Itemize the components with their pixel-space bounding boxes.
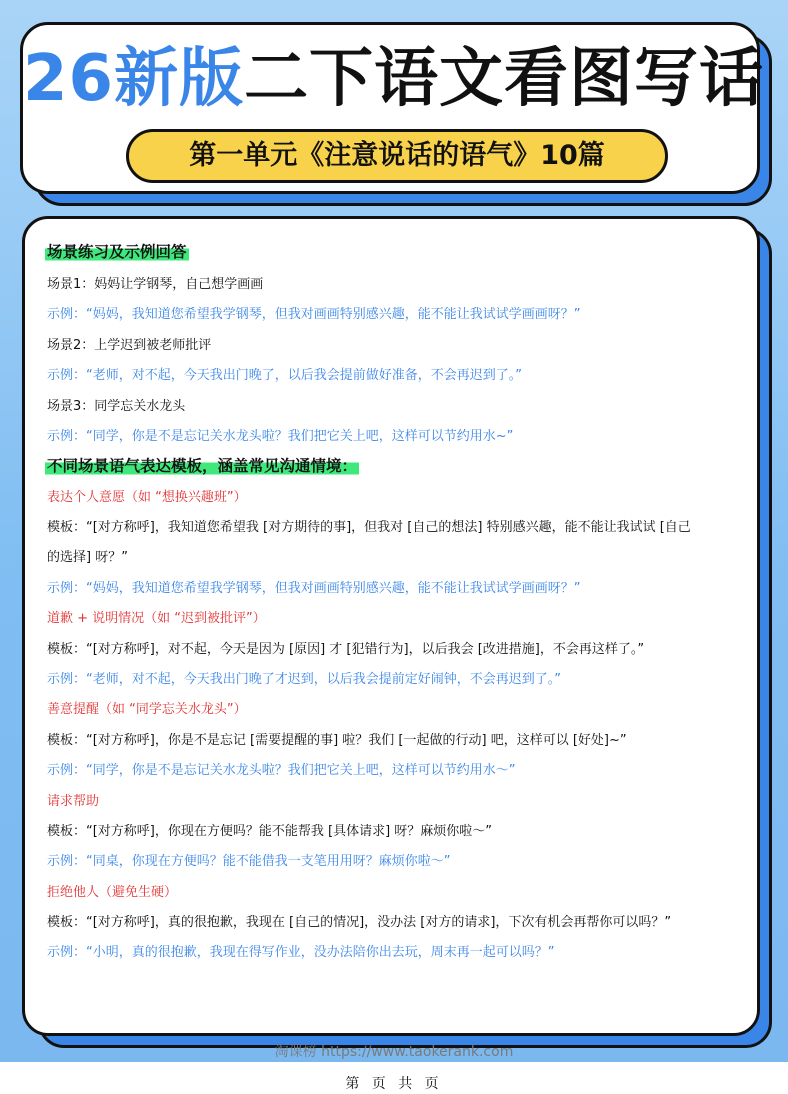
scene-3: 场景3：同学忘关水龙头 xyxy=(47,399,186,414)
scene-3-example: 示例：“同学，你是不是忘记关水龙头啦？我们把它关上吧，这样可以节约用水~” xyxy=(47,429,514,444)
template-1-example: 示例：“妈妈，我知道您希望我学钢琴，但我对画画特别感兴趣，能不能让我试试学画画呀？” xyxy=(47,581,581,596)
template-type-5: 拒绝他人（避免生硬） xyxy=(47,885,178,900)
template-type-3: 善意提醒（如 “同学忘关水龙头”） xyxy=(47,702,247,717)
scene-1: 场景1：妈妈让学钢琴，自己想学画画 xyxy=(47,277,264,292)
section-heading-scenes: 场景练习及示例回答 xyxy=(47,243,187,261)
content-card xyxy=(22,216,760,1036)
template-1-line-1: 模板：“[对方称呼]，我知道您希望我 [对方期待的事]，但我对 [自己的想法] 特别感兴趣，能不能让我试试 [自己 xyxy=(47,520,691,535)
template-1-line-2: 的选择] 呀？” xyxy=(47,550,128,565)
watermark: 淘课榜 https://www.taokerank.com xyxy=(274,1044,514,1060)
scene-1-example: 示例：“妈妈，我知道您希望我学钢琴，但我对画画特别感兴趣，能不能让我试试学画画呀？” xyxy=(47,307,581,322)
template-3: 模板：“[对方称呼]，你是不是忘记 [需要提醒的事] 啦？我们 [一起做的行动] 吧，这样可以 [好处]~” xyxy=(47,733,627,748)
header-card xyxy=(20,22,765,194)
section-heading-templates: 不同场景语气表达模板，涵盖常见沟通情境： xyxy=(47,457,358,475)
page-footer: 第 页 共 页 xyxy=(345,1076,443,1092)
scene-2: 场景2：上学迟到被老师批评 xyxy=(47,338,212,353)
template-2-example: 示例：“老师，对不起，今天我出门晚了才迟到，以后我会提前定好闹钟，不会再迟到了。” xyxy=(47,672,561,687)
template-2: 模板：“[对方称呼]，对不起，今天是因为 [原因] 才 [犯错行为]，以后我会 [改进措施]，不会再这样了。” xyxy=(47,642,645,657)
template-3-example: 示例：“同学，你是不是忘记关水龙头啦？我们把它关上吧，这样可以节约用水～” xyxy=(47,763,516,778)
template-type-4: 请求帮助 xyxy=(47,794,100,809)
main-title xyxy=(23,39,765,119)
template-5: 模板：“[对方称呼]，真的很抱歉，我现在 [自己的情况]，没办法 [对方的请求]，下次有机会再帮你可以吗？” xyxy=(47,915,672,930)
template-5-example: 示例：“小明，真的很抱歉，我现在得写作业，没办法陪你出去玩，周末再一起可以吗？” xyxy=(47,945,555,960)
template-type-1: 表达个人意愿（如 “想换兴趣班”） xyxy=(47,490,247,505)
template-4-example: 示例：“同桌，你现在方便吗？能不能借我一支笔用用呀？麻烦你啦～” xyxy=(47,854,451,869)
template-4: 模板：“[对方称呼]，你现在方便吗？能不能帮我 [具体请求] 呀？麻烦你啦～” xyxy=(47,824,493,839)
template-type-2: 道歉 + 说明情况（如 “迟到被批评”） xyxy=(47,611,266,626)
main-title-black: 二下语文看图写话 xyxy=(244,42,765,116)
subtitle-pill: 第一单元《注意说话的语气》10篇 xyxy=(126,129,668,183)
scene-2-example: 示例：“老师，对不起，今天我出门晚了，以后我会提前做好准备，不会再迟到了。” xyxy=(47,368,522,383)
main-title-blue: 26新版 xyxy=(23,42,245,116)
